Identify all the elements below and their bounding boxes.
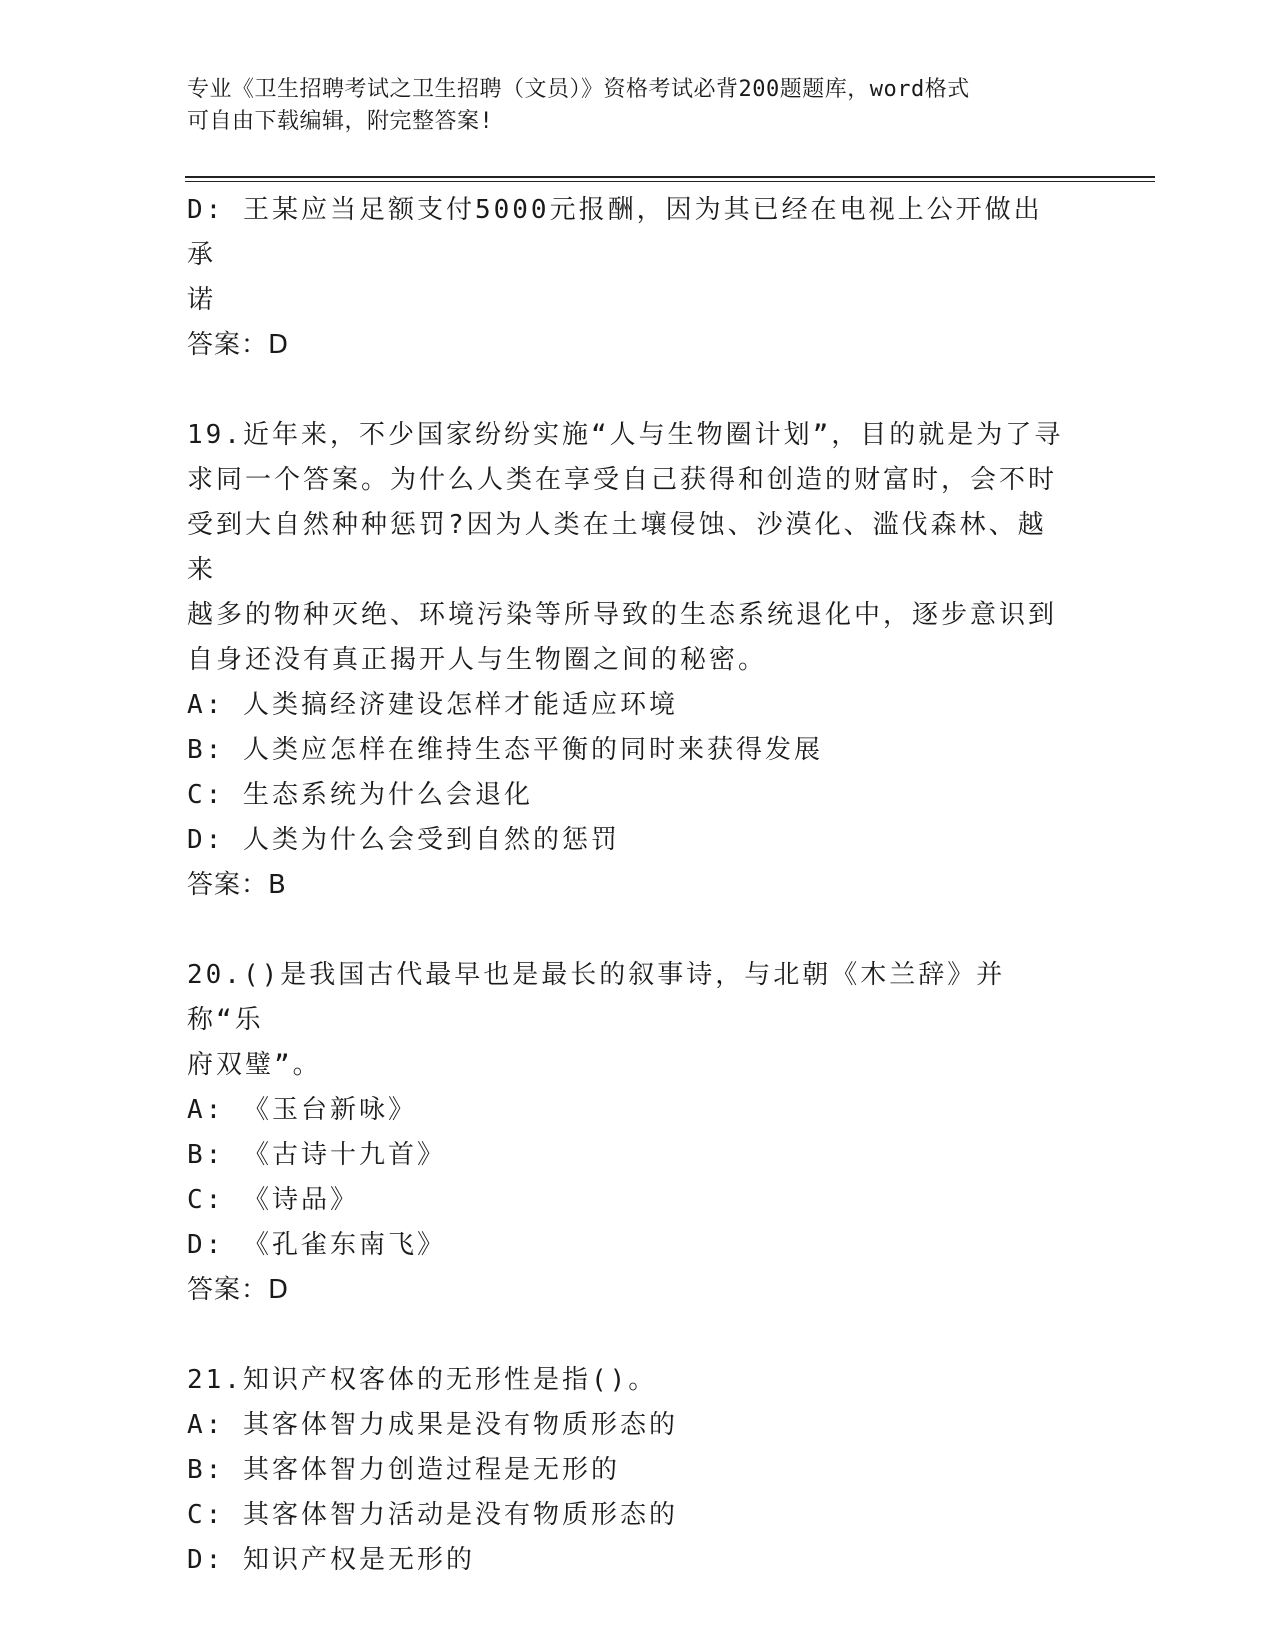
question-stem-line: 求同一个答案。为什么人类在享受自己获得和创造的财富时，会不时 xyxy=(187,465,1058,495)
question-20 xyxy=(187,953,1067,1313)
question-stem-line: 自身还没有真正揭开人与生物圈之间的秘密。 xyxy=(187,645,768,675)
spacer xyxy=(187,1313,1067,1358)
question-18-tail xyxy=(187,188,1067,368)
option-d: D: 王某应当足额支付5000元报酬，因为其已经在电视上公开做出承 xyxy=(187,195,1043,270)
question-19 xyxy=(187,413,1067,908)
question-stem-line: 20.()是我国古代最早也是最长的叙事诗，与北朝《木兰辞》并称“乐 xyxy=(187,960,1006,1035)
option-a: A: 《玉台新咏》 xyxy=(187,1095,417,1125)
option-a: A: 人类搞经济建设怎样才能适应环境 xyxy=(187,690,678,720)
question-stem-line: 21.知识产权客体的无形性是指()。 xyxy=(187,1365,658,1395)
question-stem-line: 越多的物种灭绝、环境污染等所导致的生态系统退化中，逐步意识到 xyxy=(187,600,1058,630)
header-title-line-1: 专业《卫生招聘考试之卫生招聘（文员）》资格考试必背200题题库，word格式 xyxy=(187,77,970,102)
option-b: B: 其客体智力创造过程是无形的 xyxy=(187,1455,620,1485)
option-c: C: 生态系统为什么会退化 xyxy=(187,780,533,810)
question-21 xyxy=(187,1358,1067,1583)
option-c: C: 《诗品》 xyxy=(187,1185,359,1215)
option-d: D: 知识产权是无形的 xyxy=(187,1545,475,1575)
document-body xyxy=(187,188,1067,1583)
question-stem-line: 受到大自然种种惩罚?因为人类在土壤侵蚀、沙漠化、滥伐森林、越来 xyxy=(187,510,1047,585)
answer-line: 答案：B xyxy=(187,870,287,900)
spacer xyxy=(187,368,1067,413)
option-d: D: 人类为什么会受到自然的惩罚 xyxy=(187,825,620,855)
answer-line: 答案：D xyxy=(187,330,290,360)
option-c: C: 其客体智力活动是没有物质形态的 xyxy=(187,1500,678,1530)
header-divider xyxy=(185,176,1155,182)
option-a: A: 其客体智力成果是没有物质形态的 xyxy=(187,1410,678,1440)
question-stem-line: 府双璧”。 xyxy=(187,1050,322,1080)
answer-line: 答案：D xyxy=(187,1275,290,1305)
spacer xyxy=(187,908,1067,953)
option-b: B: 《古诗十九首》 xyxy=(187,1140,446,1170)
question-stem-line: 19.近年来，不少国家纷纷实施“人与生物圈计划”，目的就是为了寻 xyxy=(187,420,1064,450)
header-title-line-2: 可自由下载编辑，附完整答案! xyxy=(187,109,494,134)
option-d: D: 《孔雀东南飞》 xyxy=(187,1230,446,1260)
page-header xyxy=(187,74,1067,138)
option-b: B: 人类应怎样在维持生态平衡的同时来获得发展 xyxy=(187,735,823,765)
option-d-continued: 诺 xyxy=(187,285,217,315)
